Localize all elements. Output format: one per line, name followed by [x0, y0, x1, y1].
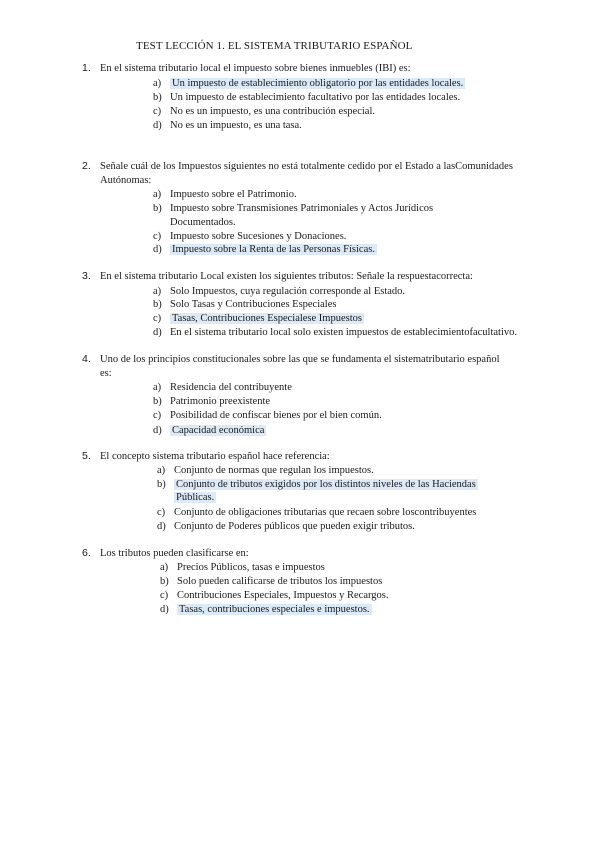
option-letter: a) [153, 382, 162, 393]
option-letter: c) [160, 590, 169, 601]
question-number: 3. [82, 270, 91, 282]
option-c [160, 589, 389, 603]
option-text-line2: Documentados. [170, 217, 236, 228]
option-letter: d) [153, 327, 162, 338]
option-d [153, 119, 302, 133]
option-text: No es un impuesto, es una tasa. [170, 120, 302, 131]
option-text-answer-line2: Públicas. [176, 492, 215, 503]
option-c [153, 230, 346, 244]
option-text: En el sistema tributario local solo existen impuestos de establecimientofacultativo. [170, 327, 517, 338]
option-d [153, 326, 517, 340]
option-letter: a) [157, 465, 166, 476]
question-number: 1. [82, 62, 91, 74]
option-letter: a) [153, 78, 162, 89]
option-d [157, 520, 415, 534]
option-text-answer: Conjunto de tributos exigidos por los distintos niveles de las Haciendas [176, 479, 476, 490]
question-text: Los tributos pueden clasificarse en: [100, 548, 249, 559]
option-text: Conjunto de obligaciones tributarias que recaen sobre loscontribuyentes [174, 507, 477, 518]
option-letter: b) [153, 299, 162, 310]
option-c [153, 312, 364, 326]
option-text-answer: Tasas, Contribuciones Especialese Impuestos [172, 313, 362, 324]
option-a [160, 561, 325, 575]
option-letter: d) [153, 244, 162, 255]
option-text-answer: Un impuesto de establecimiento obligatorio por las entidades locales. [172, 78, 464, 89]
option-a [153, 77, 465, 91]
option-letter: a) [153, 286, 162, 297]
option-text: Impuesto sobre el Patrimonio. [170, 189, 297, 200]
option-letter: b) [153, 92, 162, 103]
option-letter: a) [153, 189, 162, 200]
option-text: Conjunto de Poderes públicos que pueden exigir tributos. [174, 521, 415, 532]
option-c [153, 409, 382, 423]
question-text: El concepto sistema tributario español hace referencia: [100, 451, 330, 462]
question-text: En el sistema tributario Local existen los siguientes tributos: Señale la respuestacorrecta: [100, 271, 473, 282]
test-title: TEST LECCIÓN 1. EL SISTEMA TRIBUTARIO ESPAÑOL [136, 40, 413, 52]
option-a [157, 464, 374, 478]
option-b [153, 202, 433, 216]
option-letter: b) [153, 203, 162, 214]
option-text: No es un impuesto, es una contribución especial. [170, 106, 375, 117]
option-b [153, 91, 460, 105]
option-c [157, 506, 476, 520]
option-text: Posibilidad de confiscar bienes por el bien común. [170, 410, 382, 421]
question-number: 6. [82, 547, 91, 559]
option-d [153, 424, 266, 438]
option-c [153, 105, 375, 119]
option-text: Solo Tasas y Contribuciones Especiales [170, 299, 337, 310]
option-a [153, 188, 297, 202]
question-text: En el sistema tributario local el impuesto sobre bienes inmuebles (IBI) es: [100, 63, 411, 74]
option-letter: c) [157, 507, 166, 518]
option-b-continued [174, 491, 216, 505]
option-text: Conjunto de normas que regulan los impuestos. [174, 465, 374, 476]
option-text: Contribuciones Especiales, Impuestos y Recargos. [177, 590, 389, 601]
option-text: Solo pueden calificarse de tributos los impuestos [177, 576, 383, 587]
option-letter: c) [153, 106, 162, 117]
option-letter: a) [160, 562, 169, 573]
question-text: Señale cuál de los Impuestos siguientes no está totalmente cedido por el Estado a lasComunidades Autónomas: [100, 161, 513, 186]
option-b [153, 395, 270, 409]
option-a [153, 285, 405, 299]
option-letter: b) [153, 396, 162, 407]
question-text: Uno de los principios constitucionales sobre las que se fundamenta el sistematributario español es: [100, 354, 500, 379]
option-b [153, 298, 336, 312]
option-text: Precios Públicos, tasas e impuestos [177, 562, 325, 573]
option-text-answer: Impuesto sobre la Renta de las Personas Físicas. [172, 244, 375, 255]
option-text: Solo Impuestos, cuya regulación corresponde al Estado. [170, 286, 406, 297]
option-letter: c) [153, 231, 162, 242]
option-letter: b) [157, 479, 166, 490]
option-b [157, 478, 478, 492]
option-text: Residencia del contribuyente [170, 382, 292, 393]
option-d [153, 243, 377, 257]
question-number: 5. [82, 450, 91, 462]
question-number: 2. [82, 160, 91, 172]
option-a [153, 381, 292, 395]
option-text: Un impuesto de establecimiento facultativo por las entidades locales. [170, 92, 461, 103]
question-number: 4. [82, 353, 91, 365]
option-letter: d) [153, 425, 162, 436]
option-letter: c) [153, 313, 162, 324]
option-letter: d) [160, 604, 169, 615]
option-letter: d) [153, 120, 162, 131]
option-text-answer: Tasas, contribuciones especiales e impuestos. [179, 604, 370, 615]
option-d [160, 603, 372, 617]
option-text: Impuesto sobre Sucesiones y Donaciones. [170, 231, 347, 242]
option-letter: c) [153, 410, 162, 421]
option-letter: d) [157, 521, 166, 532]
option-text: Impuesto sobre Transmisiones Patrimoniales y Actos Jurídicos [170, 203, 434, 214]
option-text-answer: Capacidad económica [172, 425, 265, 436]
option-b [160, 575, 382, 589]
option-text: Patrimonio preexistente [170, 396, 271, 407]
option-letter: b) [160, 576, 169, 587]
option-b-continued [170, 216, 236, 230]
